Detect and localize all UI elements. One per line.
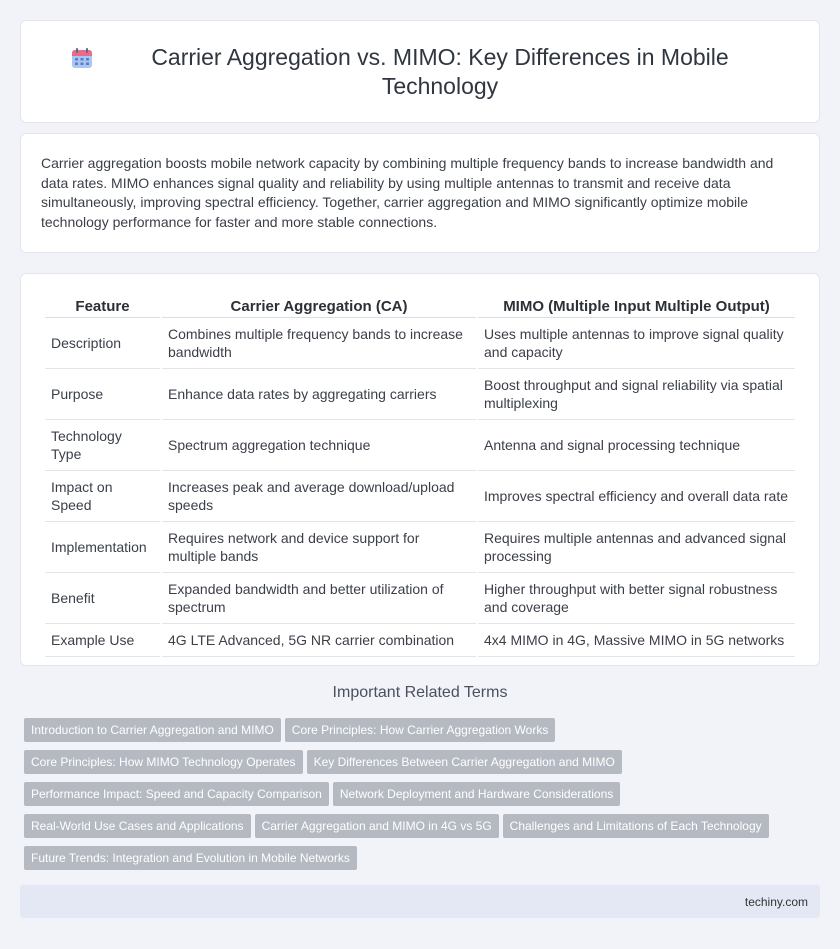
ca-cell: Increases peak and average download/upload speeds <box>162 471 476 522</box>
related-term-tag[interactable]: Core Principles: How Carrier Aggregation Works <box>285 718 556 742</box>
ca-cell: 4G LTE Advanced, 5G NR carrier combination <box>162 624 476 657</box>
related-term-tag[interactable]: Challenges and Limitations of Each Technology <box>503 814 769 838</box>
table-row <box>45 522 795 573</box>
footer <box>20 885 820 918</box>
related-term-tag[interactable]: Carrier Aggregation and MIMO in 4G vs 5G <box>255 814 499 838</box>
feature-cell: Purpose <box>45 369 160 420</box>
feature-cell: Example Use <box>45 624 160 657</box>
related-term-tag[interactable]: Real-World Use Cases and Applications <box>24 814 251 838</box>
related-term-tag[interactable]: Future Trends: Integration and Evolution in Mobile Networks <box>24 846 357 870</box>
ca-cell: Spectrum aggregation technique <box>162 420 476 471</box>
related-term-tag[interactable]: Key Differences Between Carrier Aggregation and MIMO <box>307 750 622 774</box>
table-row <box>45 471 795 522</box>
column-header: Carrier Aggregation (CA) <box>162 294 476 318</box>
table-row <box>45 369 795 420</box>
feature-cell: Implementation <box>45 522 160 573</box>
column-header: MIMO (Multiple Input Multiple Output) <box>478 294 795 318</box>
ca-cell: Combines multiple frequency bands to increase bandwidth <box>162 318 476 369</box>
mimo-cell: Higher throughput with better signal robustness and coverage <box>478 573 795 624</box>
ca-cell: Expanded bandwidth and better utilization of spectrum <box>162 573 476 624</box>
table-row <box>45 573 795 624</box>
mimo-cell: Uses multiple antennas to improve signal quality and capacity <box>478 318 795 369</box>
feature-cell: Description <box>45 318 160 369</box>
intro-card <box>20 133 820 253</box>
site-name[interactable]: techiny.com <box>744 894 808 909</box>
mimo-cell: Boost throughput and signal reliability via spatial multiplexing <box>478 369 795 420</box>
related-terms-heading: Important Related Terms <box>332 684 508 701</box>
ca-cell: Requires network and device support for multiple bands <box>162 522 476 573</box>
comparison-table <box>43 294 797 657</box>
related-terms-list <box>24 718 814 878</box>
feature-cell: Technology Type <box>45 420 160 471</box>
related-term-tag[interactable]: Network Deployment and Hardware Considerations <box>333 782 620 806</box>
related-term-tag[interactable]: Introduction to Carrier Aggregation and MIMO <box>24 718 281 742</box>
mimo-cell: 4x4 MIMO in 4G, Massive MIMO in 5G networks <box>478 624 795 657</box>
table-row <box>45 624 795 657</box>
mimo-cell: Requires multiple antennas and advanced signal processing <box>478 522 795 573</box>
table-row <box>45 420 795 471</box>
table-header-row <box>45 294 795 318</box>
mimo-cell: Antenna and signal processing technique <box>478 420 795 471</box>
intro-paragraph: Carrier aggregation boosts mobile network capacity by combining multiple frequency bands to increase bandwidth and data rates. MIMO enhances signal quality and reliability by using multiple antennas to transmit and receive data simultaneously, improving spectral efficiency. Together, carrier aggregation and MIMO significantly optimize mobile technology performance for faster and more stable connections. <box>41 155 774 230</box>
ca-cell: Enhance data rates by aggregating carriers <box>162 369 476 420</box>
page-title: Carrier Aggregation vs. MIMO: Key Differences in Mobile Technology <box>151 43 729 99</box>
mimo-cell: Improves spectral efficiency and overall data rate <box>478 471 795 522</box>
feature-cell: Benefit <box>45 573 160 624</box>
comparison-card <box>20 273 820 666</box>
table-row <box>45 318 795 369</box>
column-header: Feature <box>45 294 160 318</box>
feature-cell: Impact on Speed <box>45 471 160 522</box>
title-card <box>20 20 820 123</box>
related-term-tag[interactable]: Performance Impact: Speed and Capacity Comparison <box>24 782 329 806</box>
related-term-tag[interactable]: Core Principles: How MIMO Technology Operates <box>24 750 303 774</box>
calendar-icon <box>70 46 94 70</box>
